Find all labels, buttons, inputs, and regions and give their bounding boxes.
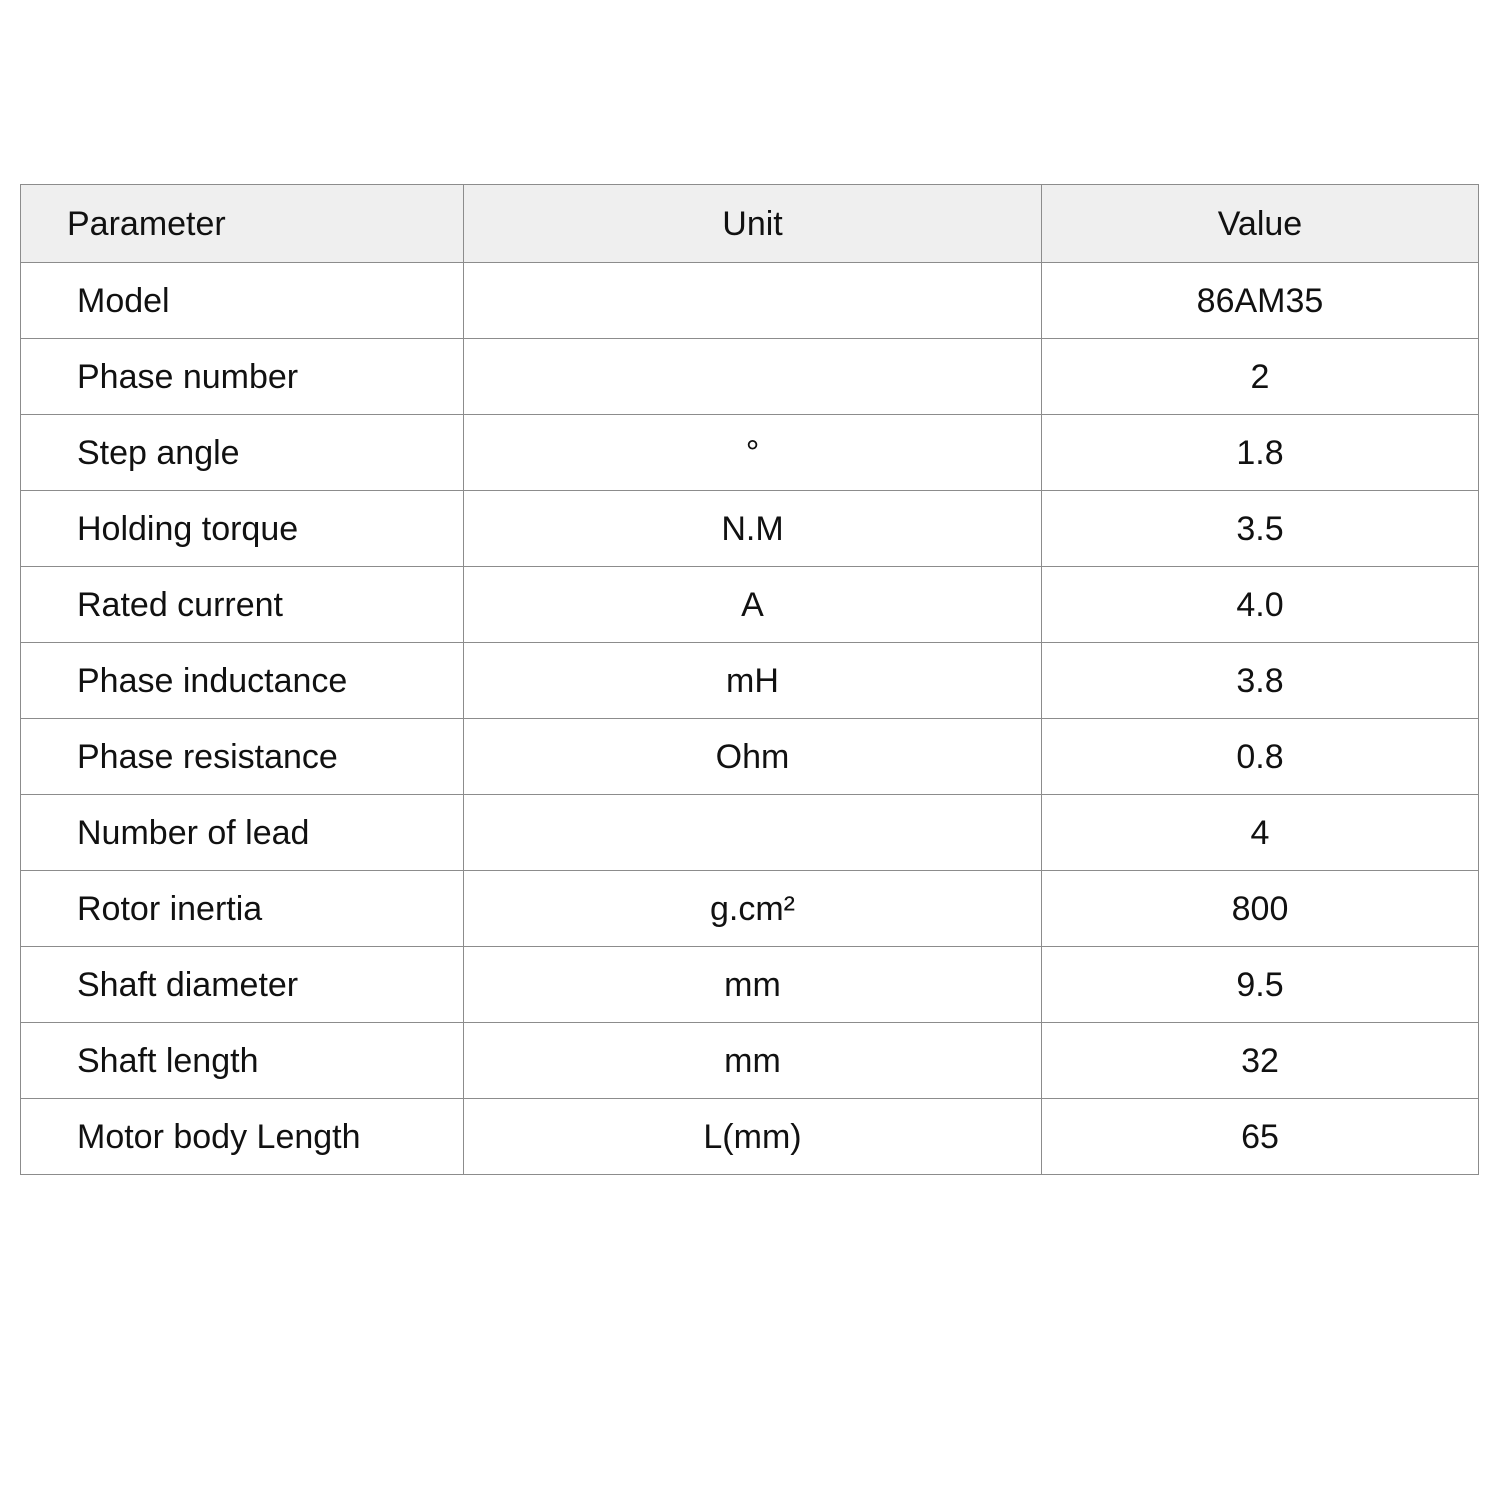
- unit-cell: °: [464, 415, 1042, 491]
- table-row: [21, 567, 1479, 643]
- unit-cell: g.cm²: [464, 871, 1042, 947]
- header-parameter: Parameter: [21, 185, 464, 263]
- header-value: Value: [1042, 185, 1479, 263]
- table-row: [21, 643, 1479, 719]
- spec-table: [20, 184, 1479, 1175]
- table-header: [21, 185, 1479, 263]
- unit-cell: [464, 263, 1042, 339]
- parameter-cell: Shaft diameter: [21, 947, 464, 1023]
- table-body: [21, 263, 1479, 1175]
- parameter-cell: Holding torque: [21, 491, 464, 567]
- value-cell: 1.8: [1042, 415, 1479, 491]
- parameter-cell: Phase number: [21, 339, 464, 415]
- header-unit: Unit: [464, 185, 1042, 263]
- table-row: [21, 1099, 1479, 1175]
- header-row: [21, 185, 1479, 263]
- value-cell: 86AM35: [1042, 263, 1479, 339]
- table-row: [21, 339, 1479, 415]
- table-row: [21, 719, 1479, 795]
- parameter-cell: Phase resistance: [21, 719, 464, 795]
- value-cell: 0.8: [1042, 719, 1479, 795]
- value-cell: 32: [1042, 1023, 1479, 1099]
- parameter-cell: Shaft length: [21, 1023, 464, 1099]
- parameter-cell: Rated current: [21, 567, 464, 643]
- unit-cell: mH: [464, 643, 1042, 719]
- parameter-cell: Step angle: [21, 415, 464, 491]
- parameter-cell: Rotor inertia: [21, 871, 464, 947]
- table-row: [21, 415, 1479, 491]
- unit-cell: mm: [464, 1023, 1042, 1099]
- table-row: [21, 871, 1479, 947]
- unit-cell: N.M: [464, 491, 1042, 567]
- unit-cell: Ohm: [464, 719, 1042, 795]
- value-cell: 3.5: [1042, 491, 1479, 567]
- value-cell: 3.8: [1042, 643, 1479, 719]
- table-row: [21, 947, 1479, 1023]
- table-row: [21, 263, 1479, 339]
- table-row: [21, 491, 1479, 567]
- unit-cell: mm: [464, 947, 1042, 1023]
- parameter-cell: Phase inductance: [21, 643, 464, 719]
- value-cell: 2: [1042, 339, 1479, 415]
- table-row: [21, 795, 1479, 871]
- value-cell: 65: [1042, 1099, 1479, 1175]
- parameter-cell: Motor body Length: [21, 1099, 464, 1175]
- value-cell: 4: [1042, 795, 1479, 871]
- value-cell: 4.0: [1042, 567, 1479, 643]
- unit-cell: A: [464, 567, 1042, 643]
- table-row: [21, 1023, 1479, 1099]
- unit-cell: [464, 339, 1042, 415]
- parameter-cell: Model: [21, 263, 464, 339]
- parameter-cell: Number of lead: [21, 795, 464, 871]
- value-cell: 800: [1042, 871, 1479, 947]
- unit-cell: L(mm): [464, 1099, 1042, 1175]
- value-cell: 9.5: [1042, 947, 1479, 1023]
- unit-cell: [464, 795, 1042, 871]
